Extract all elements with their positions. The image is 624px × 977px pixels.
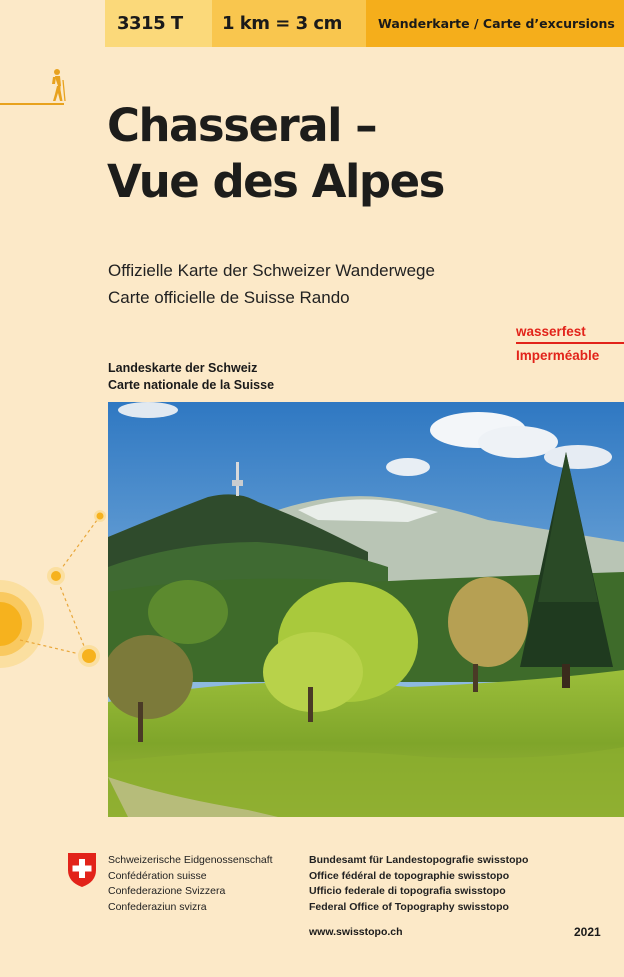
title-line-2: Vue des Alpes (107, 155, 444, 208)
header-band (0, 0, 624, 47)
office-line: Office fédéral de topographie swisstopo (309, 869, 510, 882)
national-map-fr: Carte nationale de la Suisse (108, 378, 275, 392)
website-link[interactable]: www.swisstopo.ch (309, 926, 403, 938)
cover-photo (108, 402, 624, 817)
title-line-1: Chasseral – (107, 99, 377, 152)
accent-line (0, 103, 64, 105)
confederation-line: Schweizerische Eidgenossenschaft (108, 854, 273, 866)
subtitle-line-1: Offizielle Karte der Schweizer Wanderwege (108, 261, 435, 280)
swiss-flag-icon (66, 852, 98, 888)
map-scale: 1 km = 3 cm (212, 0, 366, 47)
waterproof-de: wasserfest (516, 323, 624, 344)
office-line: Federal Office of Topography swisstopo (309, 900, 509, 913)
confederation-line: Confédération suisse (108, 869, 207, 882)
office-names (309, 853, 528, 915)
map-title (107, 98, 444, 210)
waterproof-fr: Imperméable (516, 348, 600, 363)
office-line: Ufficio federale di topografia swisstopo (309, 885, 506, 897)
hiker-icon (46, 68, 68, 102)
confederation-line: Confederazione Svizzera (108, 885, 226, 897)
edition-year: 2021 (574, 925, 601, 939)
confederation-line: Confederaziun svizra (108, 900, 207, 913)
confederation-names (108, 853, 273, 915)
waterproof-label (516, 323, 624, 365)
national-map-label (108, 360, 274, 394)
route-decoration (0, 500, 110, 680)
map-type: Wanderkarte / Carte d’excursions (366, 0, 624, 47)
office-line: Bundesamt für Landestopografie swisstopo (309, 854, 529, 866)
subtitle-line-2: Carte officielle de Suisse Rando (108, 288, 350, 307)
national-map-de: Landeskarte der Schweiz (108, 361, 258, 375)
subtitle (108, 257, 435, 311)
map-number: 3315 T (105, 0, 212, 47)
